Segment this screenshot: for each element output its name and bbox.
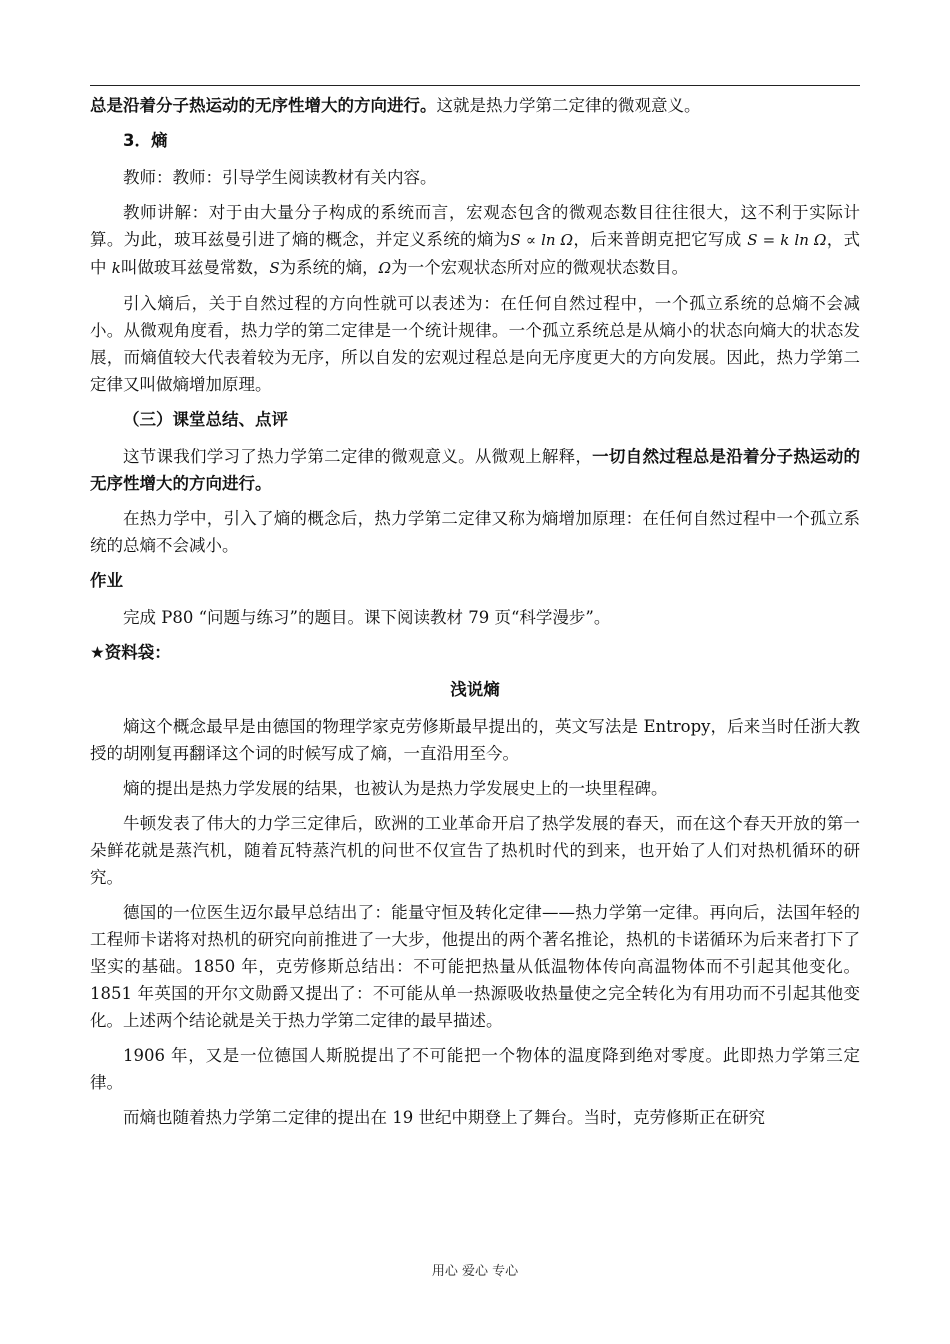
section-heading-entropy: 3．熵 — [123, 131, 168, 150]
paragraph-entropy-principle: 在热力学中，引入了熵的概念后，热力学第二定律又称为熵增加原理：在任何自然过程中一个孤立系统的总熵不会减小。 — [90, 509, 860, 555]
section-heading-resources: ★资料袋： — [90, 643, 171, 662]
article-paragraph-4: 德国的一位医生迈尔最早总结出了：能量守恒及转化定律——热力学第一定律。再向后，法国年轻的工程师卡诺将对热机的研究向前推进了一大步，他提出的两个著名推论，热机的卡诺循环为后来者打下了坚实的基础。1850 年，克劳修斯总结出：不可能把热量从低温物体传向高温物体而不引起其他变化。1851 年英国的开尔文勋爵又提出了：不可能从单一热源吸收热量使之完全转化为有用功而不引起其他变化。上述两个结论就是关于热力学第二定律的最早描述。 — [90, 903, 860, 1030]
symbol-omega: Ω — [378, 259, 392, 277]
header-rule — [90, 85, 860, 86]
bold-summary: 一切自然过程总是沿着分子热运动的无序性增大的方向进行。 — [90, 447, 861, 493]
paragraph-teacher-guide: 教师：教师：引导学生阅读教材有关内容。 — [123, 168, 437, 187]
formula-boltzmann: S = k ln Ω — [747, 231, 827, 249]
section-heading-summary: （三）课堂总结、点评 — [123, 410, 288, 429]
bold-conclusion: 总是沿着分子热运动的无序性增大的方向进行。 — [90, 96, 437, 115]
article-paragraph-3: 牛顿发表了伟大的力学三定律后，欧洲的工业革命开启了热学发展的春天，而在这个春天开放的第一朵鲜花就是蒸汽机，随着瓦特蒸汽机的问世不仅宣告了热机时代的到来，也开始了人们对热机循环的研究。 — [90, 814, 860, 887]
paragraph-entropy-increase: 引入熵后，关于自然过程的方向性就可以表述为：在任何自然过程中，一个孤立系统的总熵不会减小。从微观角度看，热力学的第二定律是一个统计规律。一个孤立系统总是从熵小的状态向熵大的状态发展，而熵值较大代表着较为无序，所以自发的宏观过程总是向无序度更大的方向发展。因此，热力学第二定律又叫做熵增加原理。 — [90, 294, 860, 394]
symbol-k: k — [111, 259, 121, 277]
paragraph-teacher-explain: 教师讲解：对于由大量分子构成的系统而言，宏观态包含的微观态数目往往很大，这不利于实际计算。为此，玻耳兹曼引进了熵的概念，并定义系统的熵为S ∝ ln Ω，后来普朗克把它写成 S = k ln Ω，式中 k叫做玻耳兹曼常数，S为系统的熵，Ω为一个宏观状态所对应的微观状态数目。 — [90, 203, 861, 277]
page-footer: 用心 爱心 专心 — [431, 1264, 519, 1279]
document-body — [90, 92, 860, 1139]
symbol-s: S — [269, 259, 280, 277]
formula-proportional: S ∝ ln Ω — [510, 231, 574, 249]
article-paragraph-6: 而熵也随着热力学第二定律的提出在 19 世纪中期登上了舞台。当时，克劳修斯正在研究 — [123, 1108, 765, 1127]
paragraph-micro-meaning: 总是沿着分子热运动的无序性增大的方向进行。这就是热力学第二定律的微观意义。 — [90, 96, 701, 115]
article-paragraph-5: 1906 年，又是一位德国人斯脱提出了不可能把一个物体的温度降到绝对零度。此即热力学第三定律。 — [90, 1046, 860, 1092]
article-paragraph-2: 熵的提出是热力学发展的结果，也被认为是热力学发展史上的一块里程碑。 — [123, 779, 668, 798]
article-paragraph-1: 熵这个概念最早是由德国的物理学家克劳修斯最早提出的，英文写法是 Entropy，后来当时任浙大教授的胡刚复再翻译这个词的时候写成了熵，一直沿用至今。 — [90, 717, 860, 763]
paragraph-summary: 这节课我们学习了热力学第二定律的微观意义。从微观上解释，一切自然过程总是沿着分子热运动的无序性增大的方向进行。 — [90, 447, 861, 493]
article-title: 浅说熵 — [450, 680, 500, 699]
section-heading-homework: 作业 — [90, 571, 123, 590]
paragraph-homework: 完成 P80 “问题与练习”的题目。课下阅读教材 79 页“科学漫步”。 — [123, 608, 611, 627]
